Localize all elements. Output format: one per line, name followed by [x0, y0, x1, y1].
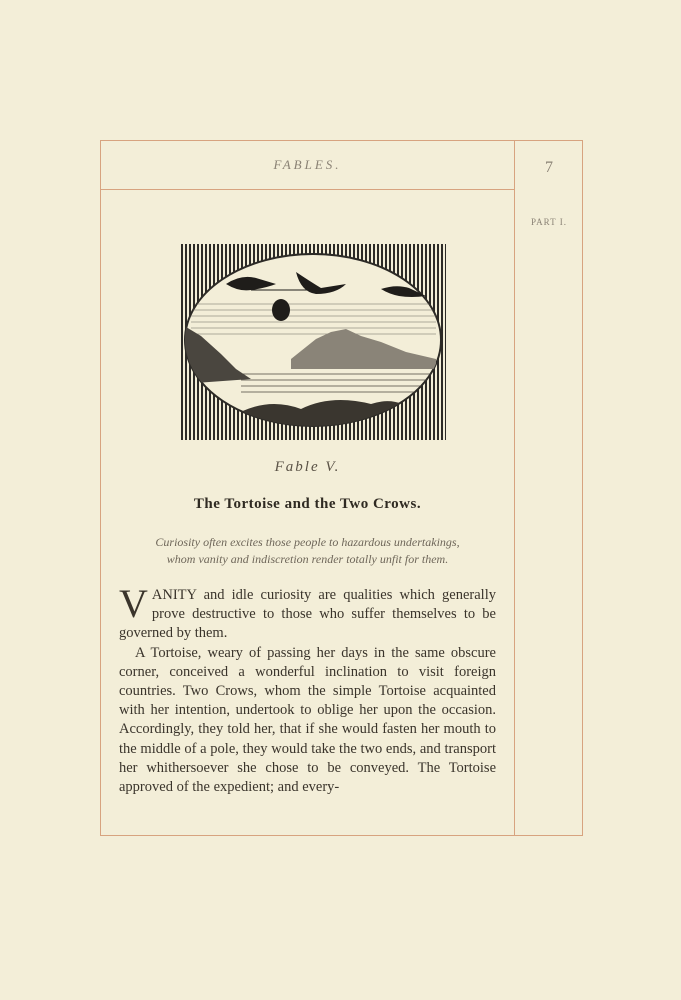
running-head: FABLES.	[273, 157, 342, 172]
page-frame	[100, 140, 583, 836]
paragraph-1	[119, 581, 496, 644]
epigraph-line-1: Curiosity often excites those people to hazardous undertakings,	[155, 535, 460, 549]
paragraph-1-text: ANITY and idle curiosity are qualities which generally prove destructive to those who suffer themselves to be governed by them.	[119, 587, 496, 642]
fable-body	[119, 581, 496, 797]
side-note: PART I.	[531, 217, 567, 227]
page-number: 7	[545, 159, 553, 176]
drop-cap: V	[119, 581, 148, 626]
margin-rule	[514, 141, 515, 835]
fable-title: The Tortoise and the Two Crows.	[193, 496, 422, 512]
fable-number: Fable V.	[274, 459, 341, 475]
header-rule	[101, 189, 514, 190]
epigraph	[115, 534, 500, 568]
fable-illustration	[181, 244, 446, 440]
paragraph-2: A Tortoise, weary of passing her days in the same obscure corner, conceived a wonderful inclination to visit foreign countries. Two Crows, whom the simple Tortoise acquainted with her intention, undertook to oblige her upon the occasion. Accordingly, they told her, that if she would fasten her mouth to the middle of a pole, they would take the two ends, and transport her whithersoever she chose to be conveyed. The Tortoise approved of the expedient; and every-	[119, 644, 496, 796]
epigraph-line-2: whom vanity and indiscretion render totally unfit for them.	[166, 552, 449, 566]
